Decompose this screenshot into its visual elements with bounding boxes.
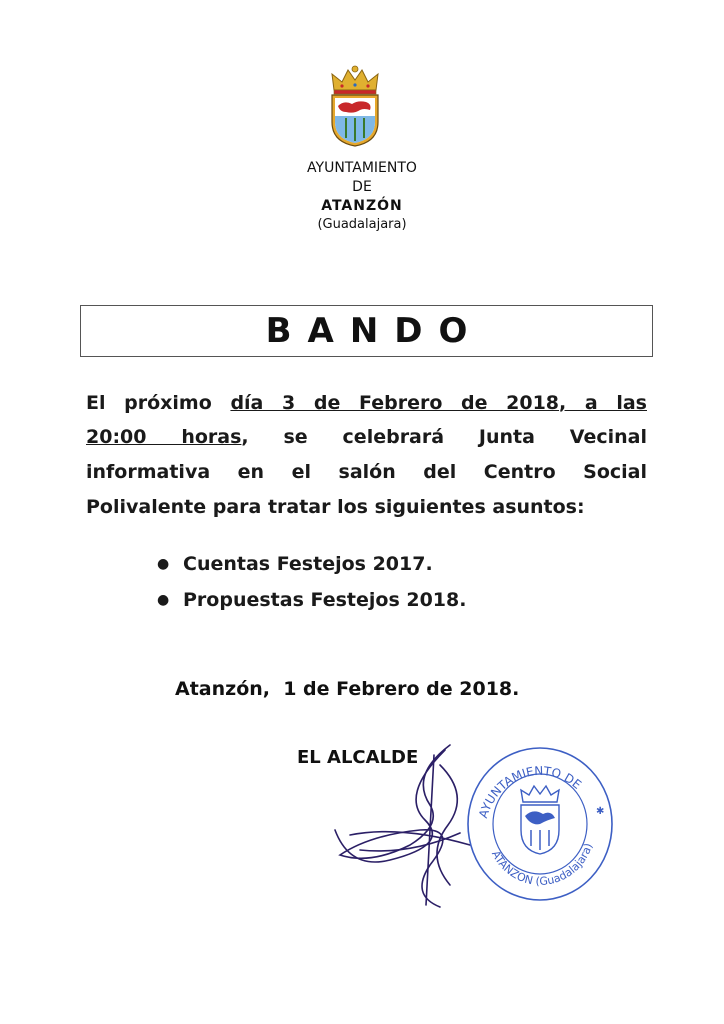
seal-text-top: AYUNTAMIENTO DE: [475, 763, 585, 820]
list-item: [157, 589, 466, 625]
official-seal-icon: [463, 742, 618, 902]
list-item-label: Cuentas Festejos 2017.: [183, 553, 433, 575]
date-underlined: día 3 de Febrero de 2018: [230, 392, 560, 414]
svg-text:ATANZON (Guadalajara): [489, 842, 595, 889]
svg-text:✱: ✱: [596, 806, 605, 817]
document-title: BANDO: [80, 305, 653, 357]
list-item-label: Propuestas Festejos 2018.: [183, 589, 467, 611]
coat-of-arms-icon: [326, 64, 384, 148]
body-line-4: Polivalente para tratar los siguientes asuntos:: [86, 496, 585, 518]
org-name-line1: AYUNTAMIENTO: [307, 160, 417, 176]
body-line-2: [86, 426, 647, 448]
place-date: Atanzón, 1 de Febrero de 2018.: [175, 678, 520, 700]
body-text: , se celebrará Junta Vecinal: [241, 426, 647, 448]
list-item: [157, 553, 466, 589]
time-lead: , a las: [559, 392, 647, 414]
body-text: El próximo: [86, 392, 212, 414]
org-province: (Guadalajara): [317, 217, 407, 232]
bullet-icon: ●: [157, 592, 170, 608]
bullet-icon: ●: [157, 556, 170, 572]
signatory-title: EL ALCALDE: [297, 747, 419, 768]
body-line-1: [86, 392, 647, 414]
signature-icon: [330, 735, 480, 910]
agenda-list: [157, 553, 466, 625]
time-underlined: 20:00 horas: [86, 426, 242, 448]
seal-text-bottom: ATANZON (Guadalajara): [489, 841, 596, 889]
org-name-line3: ATANZÓN: [321, 198, 403, 214]
org-name-line2: DE: [352, 179, 372, 195]
body-line-3: informativa en el salón del Centro Social: [86, 461, 647, 483]
